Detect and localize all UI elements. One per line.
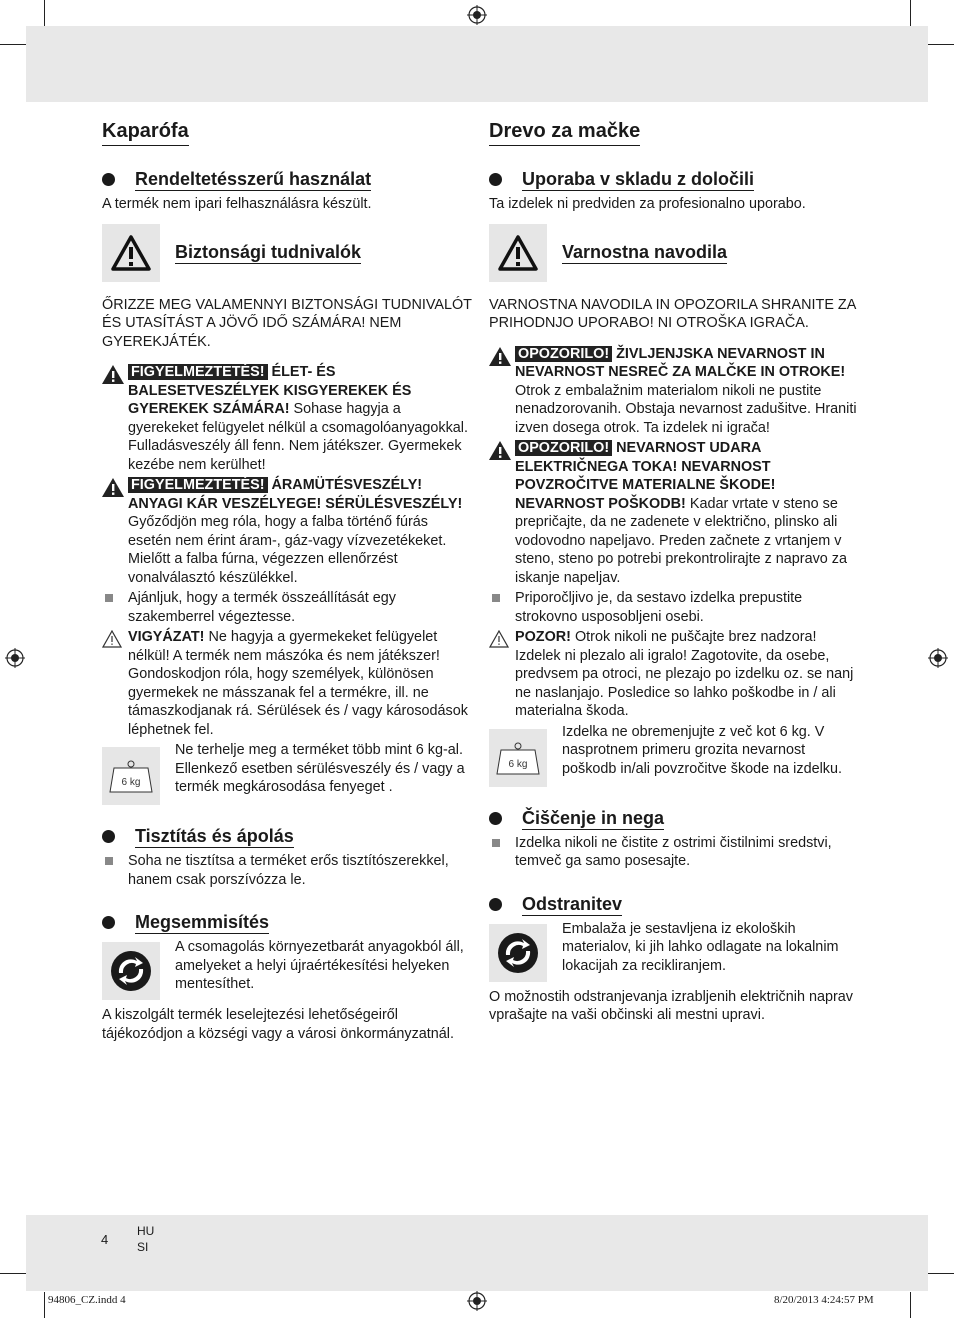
green-dot-recycling-icon — [102, 942, 160, 1000]
safety-heading — [489, 224, 859, 282]
column-slovenian — [489, 118, 859, 1025]
warning-triangle-icon — [102, 224, 160, 282]
language-code: HU — [137, 1224, 155, 1238]
crop-mark — [910, 0, 911, 26]
warning-badge: OPOZORILO! — [515, 440, 612, 456]
green-dot-recycling-icon — [489, 924, 547, 982]
warning-bold: ÉLET- ÉS BALESETVESZÉLYEK KISGYEREKEK ÉS GYEREKEK SZÁMÁRA! — [128, 364, 412, 417]
caution-bold: VIGYÁZAT! — [128, 629, 205, 645]
bullet-dot-icon — [489, 898, 502, 911]
crop-mark — [928, 1273, 954, 1274]
language-codes — [137, 1223, 154, 1255]
paragraph: O možnostih odstranjevanja izrabljenih električnih naprav vprašajte na vaši občinski ali mestni upravi. — [489, 988, 853, 1023]
weight-notice — [489, 723, 859, 787]
recycling-text: A csomagolás környezetbarát anyagokból áll, amelyeket a helyi újraértékesítési helyeken mentesíthet. — [175, 939, 464, 992]
warning-sign-icon — [102, 476, 128, 587]
warning-triangle-icon — [489, 224, 547, 282]
recycling-notice — [102, 938, 472, 1000]
warning-badge: FIGYELMEZTETÉS! — [128, 477, 268, 493]
header-band — [26, 26, 928, 102]
caution-triangle-icon — [102, 628, 128, 739]
crop-mark — [0, 1273, 26, 1274]
list-item — [102, 852, 472, 889]
section-heading — [102, 911, 472, 934]
section-title: Tisztítás és ápolás — [135, 826, 294, 846]
section-heading — [489, 893, 859, 916]
section-title: Čiščenje in nega — [522, 807, 665, 828]
crop-mark — [44, 1292, 45, 1318]
section-heading — [489, 807, 859, 830]
warning-sign-icon — [489, 439, 515, 587]
weight-icon — [102, 747, 160, 805]
registration-mark-icon — [467, 1291, 487, 1311]
page-number: 4 — [101, 1232, 109, 1247]
section-title: Odstranitev — [522, 893, 623, 914]
list-item — [489, 589, 859, 626]
weight-icon — [489, 729, 547, 787]
crop-mark — [0, 44, 26, 45]
warning-bold: ŽIVLJENJSKA NEVARNOST IN NEVARNOST NESREČ ZA MALČKE IN OTROKE! — [515, 345, 846, 380]
caution-block — [489, 628, 859, 721]
caution-bold: POZOR! — [515, 629, 571, 645]
recycling-text: Embalaža je sestavljena iz ekoloških materialov, ki jih lahko odlagate na lokalnim lokacijah za recikliranjem. — [562, 920, 839, 974]
bullet-dot-icon — [102, 916, 115, 929]
warning-block — [489, 439, 859, 587]
warning-bold: ÁRAMÜTÉSVESZÉLY! ANYAGI KÁR VESZÉLYEGE! SÉRÜLÉSVESZÉLY! — [128, 477, 463, 512]
paragraph: A kiszolgált termék leselejtezési lehetőségeiről tájékozódjon a községi vagy a városi önkormányzatnál. — [102, 1007, 454, 1042]
list-item — [102, 589, 472, 626]
bullet-square-icon — [105, 594, 113, 602]
section-heading — [102, 168, 472, 191]
warning-sign-icon — [102, 363, 128, 474]
warning-text: Kadar vrtate v steno se prepričajte, da ne zadenete v električno, plinsko ali vodovodno napeljavo. Preden začnete z vrtanjem v steno, steno po potrebi prekontrolirajte z napravo za iskanje napeljav. — [515, 495, 847, 586]
page-title: Drevo za mačke — [489, 118, 640, 146]
list-item-text: Soha ne tisztítsa a terméket erős tisztítószerekkel, hanem csak porszívózza le. — [128, 853, 449, 888]
caution-triangle-icon — [489, 628, 515, 721]
caution-text: Ne hagyja a gyermekeket felügyelet nélkül! A termék nem mászóka és nem játékszer! Gondoskodjon róla, hogy személyek, különösen gyermekek ne másszanak fel a termékre, ill. ne támaszkodjanak rá. Sérülések és / vagy károsodások léphetnek fel. — [128, 629, 468, 738]
warning-text: Otrok z embalažnim materialom nikoli ne pustite nenadzorovanih. Obstaja nevarnost zadušitve. Hraniti izven dosega otrok. Ta izdelek ni igrača! — [515, 382, 857, 436]
safety-heading — [102, 224, 472, 282]
section-title: Rendeltetésszerű használat — [135, 169, 372, 189]
crop-mark — [44, 0, 45, 26]
warning-block — [102, 363, 472, 474]
list-item — [489, 834, 859, 871]
section-title: Biztonsági tudnivalók — [175, 242, 362, 262]
bullet-dot-icon — [489, 812, 502, 825]
crop-mark — [928, 44, 954, 45]
warning-text: Győződjön meg róla, hogy a falba történő fúrás esetén nem érint áram-, gáz-vagy vízvezetékeket. Mielőtt a falba fúrna, végezzen ellenőrzést vonalválasztó készülékkel. — [128, 514, 447, 586]
bullet-dot-icon — [102, 173, 115, 186]
bullet-square-icon — [492, 839, 500, 847]
bullet-square-icon — [492, 594, 500, 602]
registration-mark-icon — [467, 5, 487, 25]
section-title: Megsemmisítés — [135, 912, 270, 932]
section-heading — [489, 168, 859, 191]
caution-block — [102, 628, 472, 739]
bullet-dot-icon — [489, 173, 502, 186]
caution-text: Otrok nikoli ne puščajte brez nadzora! Izdelek ni plezalo ali igralo! Zagotovite, da osebe, predvsem pa otroci, ne plezajo po izdelku oz. se nanj ne naslanjajo. Posledice so lahko poškodbe in / ali materialna škoda. — [515, 629, 854, 719]
warning-bold: NEVARNOST UDARA ELEKTRIČNEGA TOKA! NEVARNOST POVZROČITVE MATERIALNE ŠKODE! NEVARNOST POŠKODB! — [515, 440, 776, 512]
bullet-square-icon — [105, 857, 113, 865]
recycling-notice — [489, 920, 859, 982]
registration-mark-icon — [5, 648, 25, 668]
print-slug-file: 94806_CZ.indd 4 — [48, 1294, 126, 1306]
bullet-dot-icon — [102, 830, 115, 843]
warning-block — [489, 345, 859, 438]
registration-mark-icon — [928, 648, 948, 668]
list-item-text: Priporočljivo je, da sestavo izdelka prepustite strokovno usposobljeni osebi. — [515, 590, 803, 625]
section-heading — [102, 825, 472, 848]
weight-label: 6 kg — [121, 777, 141, 788]
paragraph: VARNOSTNA NAVODILA IN OPOZORILA SHRANITE ZA PRIHODNJO UPORABO! NI OTROŠKA IGRAČA. — [489, 296, 856, 331]
footer-band — [26, 1215, 928, 1291]
warning-badge: OPOZORILO! — [515, 346, 612, 362]
page-title: Kaparófa — [102, 118, 189, 146]
warning-text: Sohase hagyja a gyerekeket felügyelet nélkül a csomagolóanyagokkal. Fulladásveszély áll fenn. Nem játékszer. Gyermekek kezébe nem kerülhet! — [128, 401, 468, 473]
language-code: SI — [137, 1240, 149, 1254]
weight-notice — [102, 741, 472, 805]
paragraph: A termék nem ipari felhasználásra készült. — [102, 196, 372, 212]
section-title: Varnostna navodila — [562, 242, 728, 262]
warning-badge: FIGYELMEZTETÉS! — [128, 364, 268, 380]
weight-text: Izdelka ne obremenjujte z več kot 6 kg. V nasprotnem primeru grozita nevarnost poškodb in/ali povzročitve škode na izdelku. — [562, 723, 842, 777]
paragraph: Ta izdelek ni predviden za profesionalno uporabo. — [489, 196, 806, 212]
section-title: Uporaba v skladu z določili — [522, 169, 755, 189]
warning-block — [102, 476, 472, 587]
print-slug-date: 8/20/2013 4:24:57 PM — [774, 1294, 874, 1306]
crop-mark — [910, 1292, 911, 1318]
list-item-text: Izdelka nikoli ne čistite z ostrimi čistilnimi sredstvi, temveč ga samo posesajte. — [515, 834, 832, 869]
list-item-text: Ajánljuk, hogy a termék összeállítását egy szakemberrel végeztesse. — [128, 590, 396, 625]
warning-sign-icon — [489, 345, 515, 438]
weight-text: Ne terhelje meg a terméket több mint 6 kg-al. Ellenkező esetben sérülésveszély és / vagy a termék megkárosodása fenyeget . — [175, 742, 465, 795]
paragraph: ŐRIZZE MEG VALAMENNYI BIZTONSÁGI TUDNIVALÓT ÉS UTASÍTÁST A JÖVŐ IDŐ SZÁMÁRA! NEM GYEREKJÁTÉK. — [102, 296, 472, 350]
column-hungarian — [102, 118, 472, 1043]
weight-label: 6 kg — [508, 758, 528, 770]
